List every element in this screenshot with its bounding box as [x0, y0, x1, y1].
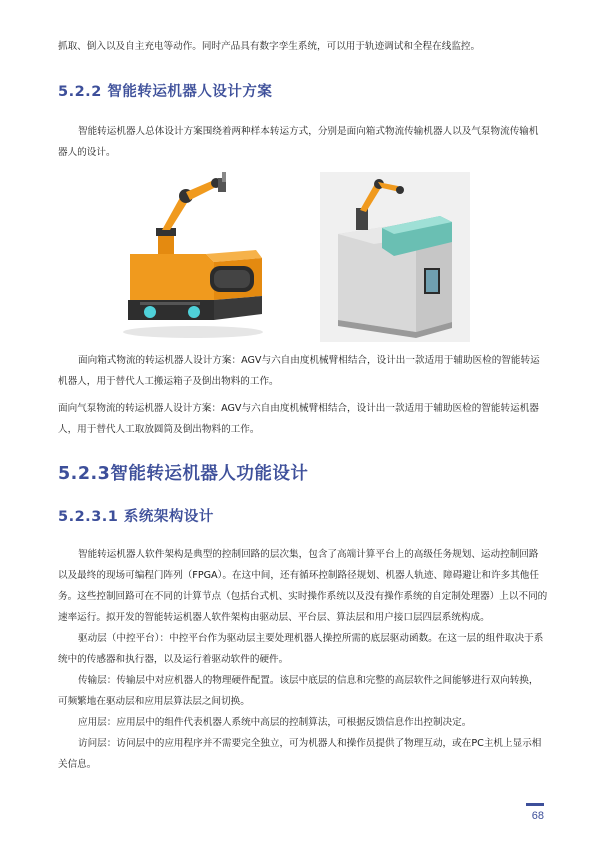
access-layer-paragraph: 访问层：访问层中的应用程序并不需要完全独立，可为机器人和操作员提供了物理互动，或在PC主机上显示相关信息。 — [58, 738, 542, 770]
architecture-paragraph: 智能转运机器人软件架构是典型的控制回路的层次集，包含了高端计算平台上的高级任务规划、运动控制回路以及最终的现场可编程门阵列（FPGA）。在这中间，还有循环控制路径规划、机器人轨迹、障碍避让和许多其他任务。这些控制回路可在不同的计算节点（包括台式机、实时操作系统以及没有操作系统的自定制处理器）上以不同的速率运行。拟开发的智能转运机器人软件架构由驱动层、平台层、算法层和用户接口层四层系统构成。 — [58, 549, 548, 623]
transport-layer-paragraph: 传输层：传输层中对应机器人的物理硬件配置。该层中底层的信息和完整的高层软件之间能够进行双向转换，可频繁地在驱动层和应用层算法层之间切换。 — [58, 675, 539, 707]
section-heading-5-2-2: 5.2.2 智能转运机器人设计方案 — [58, 84, 273, 100]
subsection-heading-5-2-3-1: 5.2.3.1 系统架构设计 — [58, 509, 214, 525]
section-heading-5-2-3: 5.2.3智能转运机器人功能设计 — [58, 464, 309, 484]
figure-caption-box: 面向箱式物流的转运机器人设计方案：AGV与六自由度机械臂相结合，设计出一款适用于辅助医检的智能转运机器人，用于替代人工搬运箱子及倒出物料的工作。 — [58, 355, 540, 387]
page-number-rule — [526, 803, 544, 806]
pneumatic-logistics-robot-image — [320, 172, 470, 342]
application-layer-paragraph: 应用层：应用层中的组件代表机器人系统中高层的控制算法，可根据反馈信息作出控制决定。 — [78, 717, 472, 728]
driver-layer-paragraph: 驱动层（中控平台）：中控平台作为驱动层主要处理机器人操控所需的底层驱动函数。在这一层的组件取决于系统中的传感器和执行器，以及运行着驱动软件的硬件。 — [58, 633, 544, 665]
intro-line: 抓取、倒入以及自主充电等动作。同时产品具有数字孪生系统，可以用于轨迹调试和全程在线监控。 — [58, 41, 481, 52]
section-paragraph: 智能转运机器人总体设计方案围绕着两种样本转运方式，分别是面向箱式物流传输机器人以及气泵物流传输机器人的设计。 — [58, 126, 539, 158]
box-logistics-robot-image — [110, 172, 276, 340]
figure-caption-pneumatic: 面向气泵物流的转运机器人设计方案：AGV与六自由度机械臂相结合，设计出一款适用于辅助医检的智能转运机器人，用于替代人工取放圆筒及倒出物料的工作。 — [58, 403, 539, 435]
page-number: 68 — [531, 810, 544, 822]
